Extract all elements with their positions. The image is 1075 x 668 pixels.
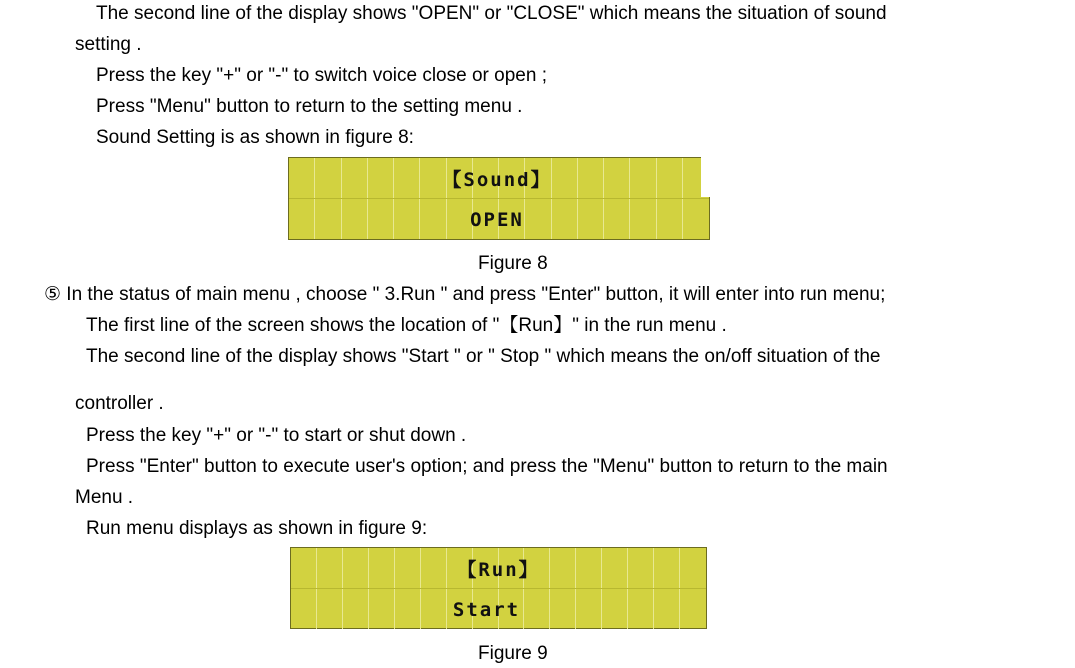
sound-figure-reference: Sound Setting is as shown in figure 8: [96,127,414,148]
run-second-line-description: The second line of the display shows "Start " or " Stop " which means the on/off situation of the [86,346,881,367]
sound-key-instruction: Press the key "+" or "-" to switch voice close or open ; [96,65,547,86]
lcd-display-figure8 [288,157,710,240]
sound-description-continuation: setting . [75,34,142,55]
figure8-caption: Figure 8 [478,253,548,274]
run-key-instruction: Press the key "+" or "-" to start or shut down . [86,425,467,446]
sound-description-line: The second line of the display shows "OPEN" or "CLOSE" which means the situation of sound [96,3,887,24]
run-menu-intro: ⑤ In the status of main menu , choose " 3.Run " and press "Enter" button, it will enter into run menu; [44,284,886,305]
lcd-notch [701,156,713,197]
run-enter-continuation: Menu . [75,487,134,508]
run-enter-instruction: Press "Enter" button to execute user's option; and press the "Menu" button to return to the main [86,456,888,477]
run-second-line-continuation: controller . [75,393,164,414]
lcd-run-title: 【Run】 [457,559,540,581]
lcd-sound-title: 【Sound】 [442,169,552,191]
run-figure-reference: Run menu displays as shown in figure 9: [86,518,428,539]
lcd-display-figure9 [290,547,707,629]
sound-menu-instruction: Press "Menu" button to return to the setting menu . [96,96,523,117]
figure9-caption: Figure 9 [478,643,548,664]
lcd-sound-state: OPEN [470,209,524,231]
run-first-line-description: The first line of the screen shows the location of "【Run】" in the run menu . [86,315,727,336]
lcd-run-state: Start [452,599,521,621]
